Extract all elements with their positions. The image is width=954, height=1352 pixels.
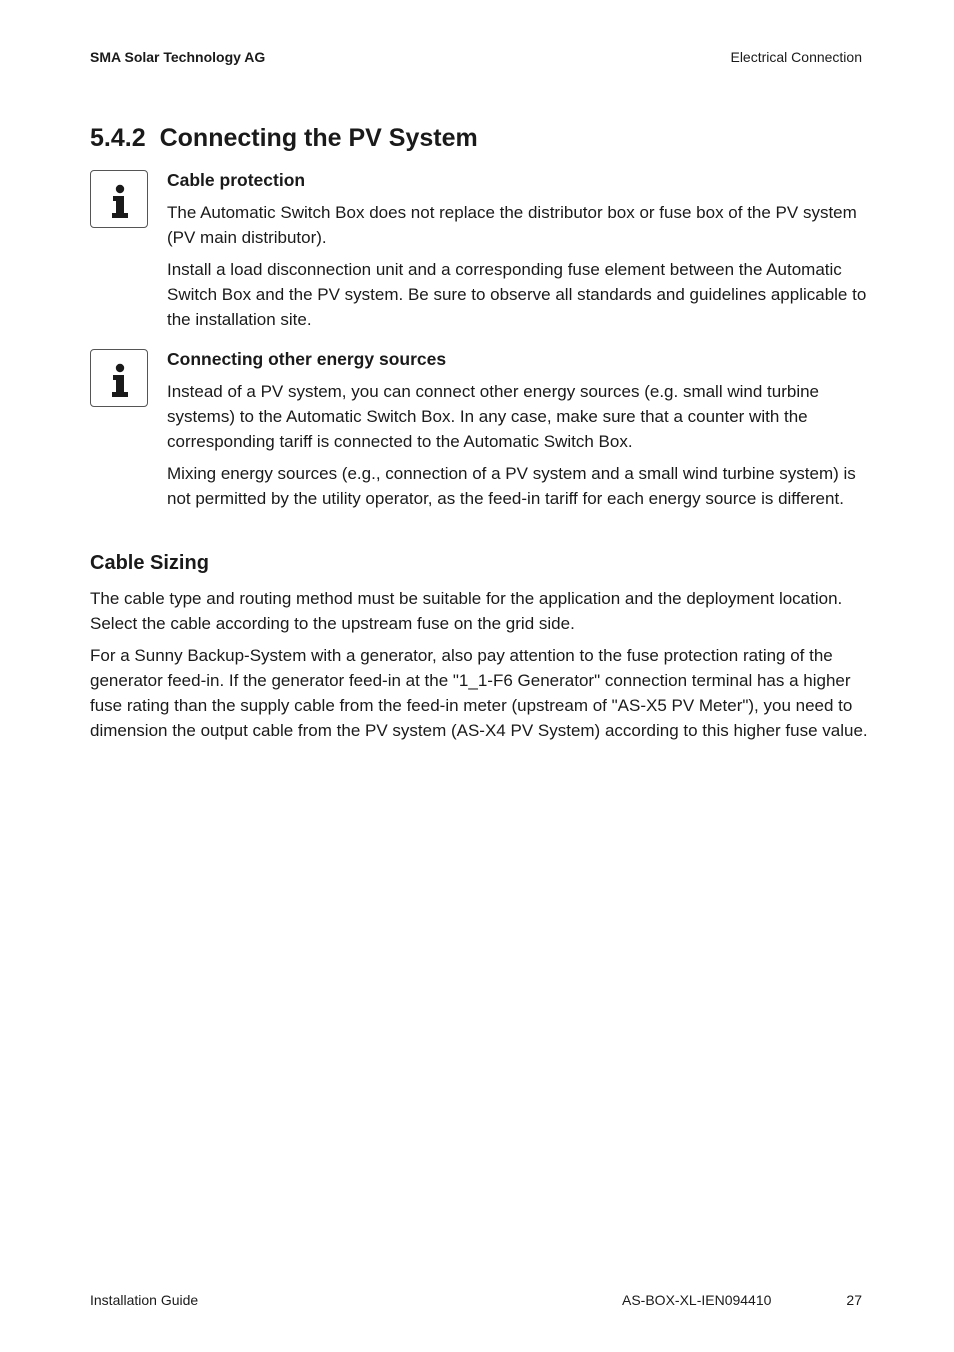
- section-title: [90, 124, 478, 153]
- info-icon: [90, 170, 148, 228]
- footer-doc-type: Installation Guide: [90, 1292, 199, 1308]
- note-other-energy-sources: [167, 347, 867, 518]
- section-title-text: Connecting the PV System: [159, 124, 478, 152]
- body-paragraph: For a Sunny Backup-System with a generator, also pay attention to the fuse protection rating of the generator feed-in. If the generator feed-in at the "1_1-F6 Generator" connection terminal has a higher fuse rating than the supply cable from the feed-in meter (upstream of "AS-X5 PV Meter"), you need to dimension the output cable from the PV system (AS-X4 PV System) according to this higher fuse value.: [90, 646, 868, 740]
- note-paragraph: Instead of a PV system, you can connect other energy sources (e.g. small wind turbine systems) to the Automatic Switch Box. In any case, make sure that a counter with the corresponding tariff is connected to the Automatic Switch Box.: [167, 382, 820, 451]
- header-chapter: Electrical Connection: [730, 49, 862, 65]
- note-cable-protection: [167, 168, 867, 339]
- note-paragraph: Mixing energy sources (e.g., connection of a PV system and a small wind turbine system) is not permitted by the utility operator, as the feed-in tariff for each energy source is different.: [167, 464, 856, 508]
- info-icon-glyph: [91, 350, 149, 408]
- cable-sizing-body: [90, 586, 868, 750]
- cable-sizing-heading: Cable Sizing: [90, 552, 209, 574]
- footer-page-number: 27: [846, 1292, 862, 1308]
- body-paragraph: The cable type and routing method must be suitable for the application and the deployment location. Select the cable according to the upstream fuse on the grid side.: [90, 589, 843, 633]
- footer-doc-code: AS-BOX-XL-IEN094410: [622, 1292, 772, 1308]
- header-company: SMA Solar Technology AG: [90, 49, 266, 65]
- note-paragraph: The Automatic Switch Box does not replace the distributor box or fuse box of the PV system (PV main distributor).: [167, 203, 857, 247]
- note-title: Cable protection: [167, 170, 306, 190]
- note-paragraph: Install a load disconnection unit and a corresponding fuse element between the Automatic Switch Box and the PV system. Be sure to observe all standards and guidelines applicable to the installation site.: [167, 260, 867, 329]
- section-number: 5.4.2: [90, 124, 146, 152]
- info-icon: [90, 349, 148, 407]
- note-title: Connecting other energy sources: [167, 349, 447, 369]
- info-icon-glyph: [91, 171, 149, 229]
